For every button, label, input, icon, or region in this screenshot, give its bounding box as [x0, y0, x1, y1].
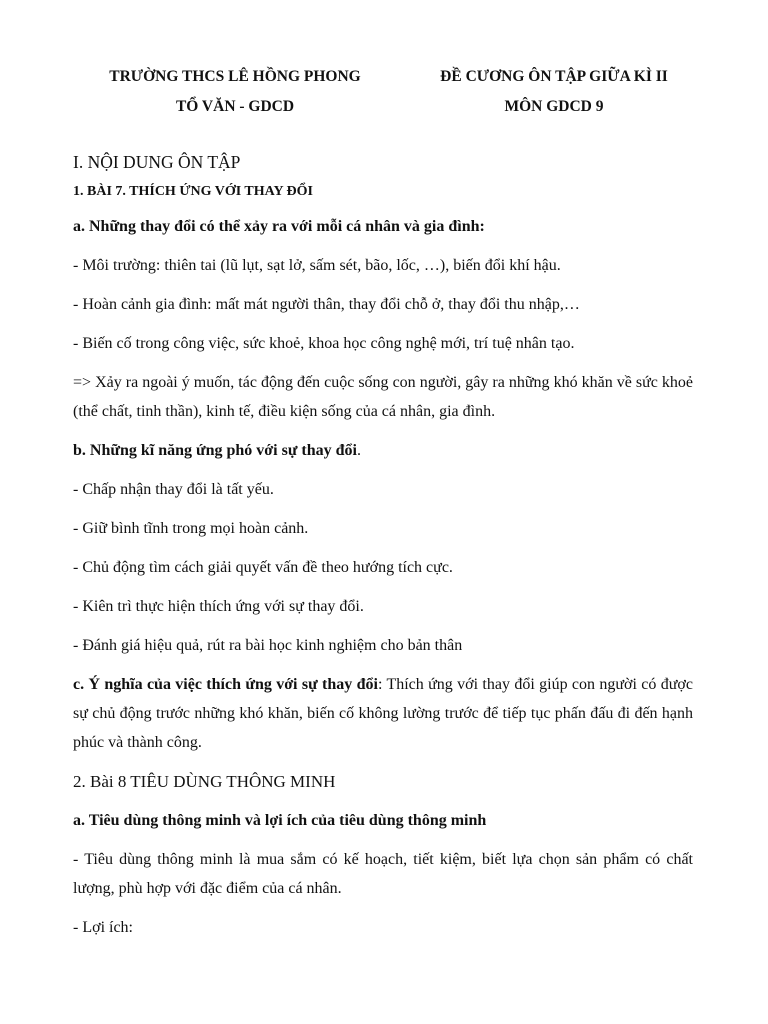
lesson7-b-title-end: .	[357, 442, 361, 459]
lesson7-c-text: : Thích ứng với thay đổi giúp con người có được sự chủ động trước những khó khăn, biến cố không lường trước để tiếp tục phấn đấu đi đến hạnh phúc và thành công.	[73, 676, 693, 751]
lesson7-b-item: - Giữ bình tĩnh trong mọi hoàn cảnh.	[73, 520, 309, 537]
header-right	[415, 66, 693, 126]
department-name: TỔ VĂN - GDCD	[175, 98, 295, 115]
subject-name: MÔN GDCD 9	[504, 98, 604, 115]
lesson7-a-item: - Môi trường: thiên tai (lũ lụt, sạt lở, sấm sét, bão, lốc, …), biến đổi khí hậu.	[73, 257, 561, 274]
header-left	[90, 66, 380, 126]
lesson7-a-item: - Biến cố trong công việc, sức khoẻ, khoa học công nghệ mới, trí tuệ nhân tạo.	[73, 335, 575, 352]
document-body	[73, 150, 693, 952]
section-title: I. NỘI DUNG ÔN TẬP	[73, 152, 241, 172]
lesson8-benefit: - Lợi ích:	[73, 919, 133, 936]
lesson7-a-item: - Hoàn cảnh gia đình: mất mát người thân, thay đổi chỗ ở, thay đổi thu nhập,…	[73, 296, 580, 313]
lesson7-b-item: - Chấp nhận thay đổi là tất yếu.	[73, 481, 274, 498]
lesson7-b-item: - Đánh giá hiệu quả, rút ra bài học kinh nghiệm cho bản thân	[73, 637, 463, 654]
lesson7-subheading-b	[73, 436, 693, 465]
lesson7-c-title: c. Ý nghĩa của việc thích ứng với sự thay đổi	[73, 676, 378, 693]
lesson7-b-item: - Kiên trì thực hiện thích ứng với sự thay đổi.	[73, 598, 364, 615]
lesson8-subheading-a: a. Tiêu dùng thông minh và lợi ích của tiêu dùng thông minh	[73, 812, 487, 829]
lesson7-c-paragraph	[73, 670, 693, 757]
lesson7-title: 1. BÀI 7. THÍCH ỨNG VỚI THAY ĐỔI	[73, 184, 313, 199]
school-name: TRƯỜNG THCS LÊ HỒNG PHONG	[109, 68, 361, 85]
lesson7-b-item: - Chủ động tìm cách giải quyết vấn đề theo hướng tích cực.	[73, 559, 453, 576]
lesson8-a-text: - Tiêu dùng thông minh là mua sắm có kế hoạch, tiết kiệm, biết lựa chọn sản phẩm có chất lượng, phù hợp với đặc điểm của cá nhân.	[73, 851, 693, 897]
document-title: ĐỀ CƯƠNG ÔN TẬP GIỮA KÌ II	[440, 68, 668, 85]
lesson8-title: 2. Bài 8 TIÊU DÙNG THÔNG MINH	[73, 772, 336, 791]
lesson7-subheading-a: a. Những thay đổi có thể xảy ra với mỗi cá nhân và gia đình:	[73, 218, 485, 235]
lesson7-b-title: b. Những kĩ năng ứng phó với sự thay đổi	[73, 442, 357, 459]
lesson7-a-conclusion: => Xảy ra ngoài ý muốn, tác động đến cuộc sống con người, gây ra những khó khăn về sức khoẻ (thể chất, tinh thần), kinh tế, điều kiện sống của cá nhân, gia đình.	[73, 374, 693, 420]
